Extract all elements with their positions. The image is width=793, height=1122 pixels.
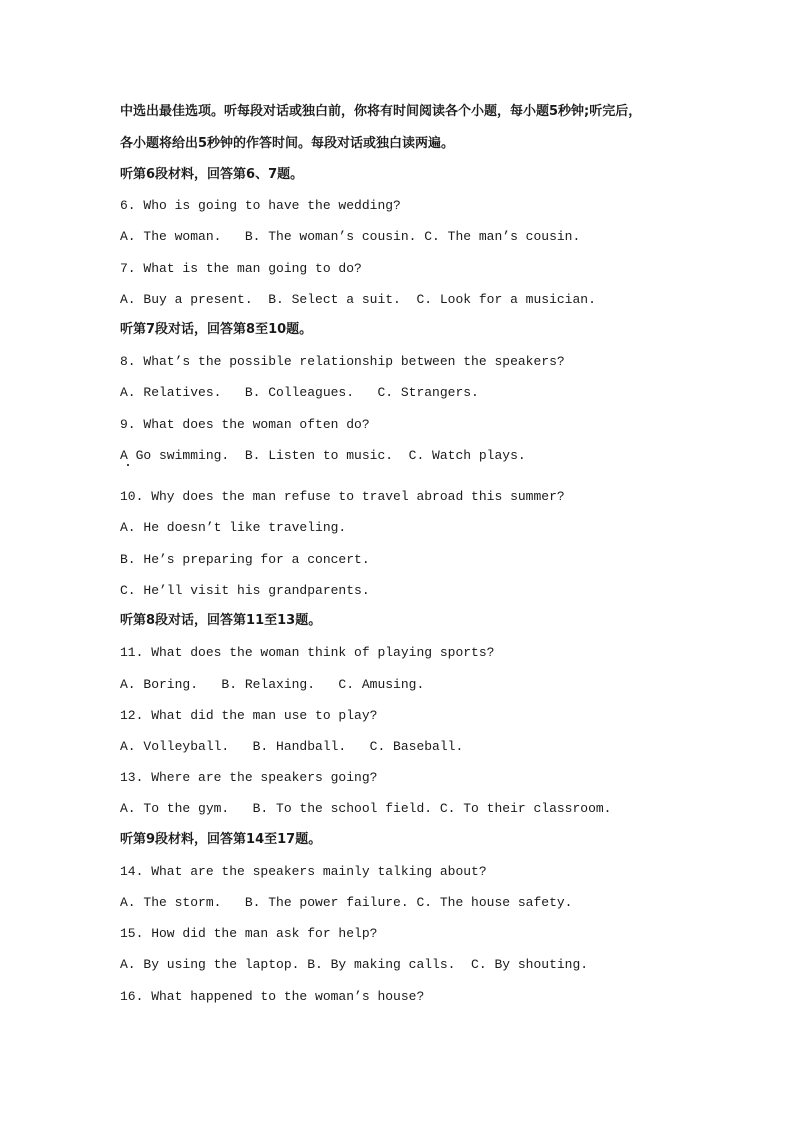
question-15-options: A. By using the laptop. B. By making calls. C. By shouting. <box>120 957 589 972</box>
instructions-line-1: 中选出最佳选项。听每段对话或独白前，你将有时间阅读各个小题，每小题5秒钟;听完后， <box>120 104 642 119</box>
question-10-option-b: B. He’s preparing for a concert. <box>120 552 370 567</box>
section-heading-8: 听第8段对话，回答第11至13题。 <box>120 613 322 628</box>
stray-dot <box>127 464 129 466</box>
question-10-option-a: A. He doesn’t like traveling. <box>120 520 347 535</box>
question-13: 13. Where are the speakers going? <box>120 770 378 785</box>
instructions-line-2: 各小题将给出5秒钟的作答时间。每段对话或独白读两遍。 <box>120 136 455 151</box>
question-12-options: A. Volleyball. B. Handball. C. Baseball. <box>120 739 464 754</box>
question-8-options: A. Relatives. B. Colleagues. C. Strangers. <box>120 385 479 400</box>
question-16: 16. What happened to the woman’s house? <box>120 989 425 1004</box>
question-11: 11. What does the woman think of playing sports? <box>120 645 495 660</box>
question-15: 15. How did the man ask for help? <box>120 926 378 941</box>
question-10-option-c: C. He’ll visit his grandparents. <box>120 583 370 598</box>
question-7-options: A. Buy a present. B. Select a suit. C. Look for a musician. <box>120 292 596 307</box>
section-heading-9: 听第9段材料，回答第14至17题。 <box>120 832 322 847</box>
section-heading-6: 听第6段材料，回答第6、7题。 <box>120 167 304 182</box>
question-14: 14. What are the speakers mainly talking about? <box>120 864 487 879</box>
question-7: 7. What is the man going to do? <box>120 261 362 276</box>
question-13-options: A. To the gym. B. To the school field. C. To their classroom. <box>120 801 612 816</box>
section-heading-7: 听第7段对话，回答第8至10题。 <box>120 322 313 337</box>
question-10: 10. Why does the man refuse to travel abroad this summer? <box>120 489 565 504</box>
question-12: 12. What did the man use to play? <box>120 708 378 723</box>
question-9-options: A Go swimming. B. Listen to music. C. Watch plays. <box>120 448 526 463</box>
question-8: 8. What’s the possible relationship between the speakers? <box>120 354 565 369</box>
question-6: 6. Who is going to have the wedding? <box>120 198 401 213</box>
question-9: 9. What does the woman often do? <box>120 417 370 432</box>
question-14-options: A. The storm. B. The power failure. C. The house safety. <box>120 895 573 910</box>
question-11-options: A. Boring. B. Relaxing. C. Amusing. <box>120 677 425 692</box>
question-6-options: A. The woman. B. The woman’s cousin. C. The man’s cousin. <box>120 229 581 244</box>
